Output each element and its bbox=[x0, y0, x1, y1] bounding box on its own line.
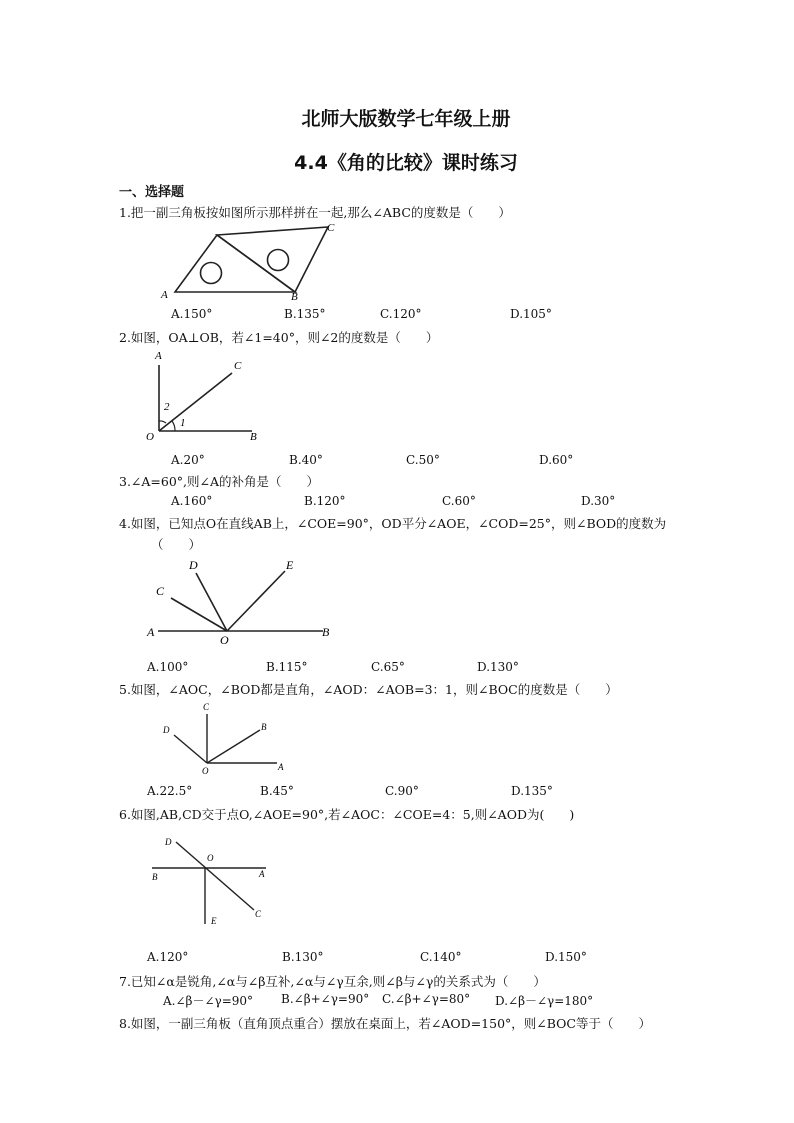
question-1-option-a: A.150° bbox=[171, 307, 213, 321]
question-4-option-d: D.130° bbox=[477, 660, 519, 674]
triangle-hole-circle bbox=[201, 263, 222, 284]
question-2-option-a: A.20° bbox=[171, 453, 205, 467]
label-c: C bbox=[234, 360, 242, 372]
question-7-option-b: B.∠β+∠γ=90° bbox=[281, 992, 370, 1006]
page-subtitle: 4.4《角的比较》课时练习 bbox=[294, 152, 518, 174]
question-2-text: 2.如图，OA⊥OB，若∠1=40°，则∠2的度数是（ ） bbox=[119, 330, 439, 345]
question-7-option-a: A.∠β－∠γ=90° bbox=[163, 994, 254, 1008]
section-heading: 一、选择题 bbox=[119, 185, 185, 200]
question-3-text: 3.∠A=60°,则∠A的补角是（ ） bbox=[119, 474, 320, 489]
question-3-option-a: A.160° bbox=[171, 494, 213, 508]
question-4-option-b: B.115° bbox=[266, 660, 308, 674]
label-d: D bbox=[163, 725, 170, 735]
label-c: C bbox=[327, 222, 335, 234]
question-6-option-c: C.140° bbox=[420, 950, 462, 964]
question-7-text: 7.已知∠α是锐角,∠α与∠β互补,∠α与∠γ互余,则∠β与∠γ的关系式为（ ） bbox=[119, 974, 546, 989]
label-b: B bbox=[152, 872, 158, 882]
label-a: A bbox=[147, 625, 155, 639]
question-6-figure bbox=[146, 830, 276, 930]
question-4-option-c: C.65° bbox=[371, 660, 405, 674]
question-4-figure bbox=[143, 555, 343, 650]
label-o: O bbox=[202, 766, 209, 776]
label-b: B bbox=[291, 291, 298, 302]
label-a: A bbox=[155, 350, 162, 362]
label-d: D bbox=[189, 558, 198, 572]
question-6-option-d: D.150° bbox=[545, 950, 587, 964]
question-2-option-c: C.50° bbox=[406, 453, 440, 467]
angle-2-label: 2 bbox=[164, 401, 170, 413]
label-b: B bbox=[322, 625, 330, 639]
question-4-text-cont: （ ） bbox=[151, 537, 202, 552]
question-6-option-b: B.130° bbox=[282, 950, 324, 964]
question-1-option-d: D.105° bbox=[510, 307, 552, 321]
label-b: B bbox=[250, 431, 257, 443]
label-a: A bbox=[161, 289, 168, 301]
question-5-option-a: A.22.5° bbox=[147, 784, 193, 798]
question-3-option-b: B.120° bbox=[304, 494, 346, 508]
question-3-option-d: D.30° bbox=[581, 494, 616, 508]
question-6-text: 6.如图,AB,CD交于点O,∠AOE=90°,若∠AOC：∠COE=4：5,则∠AOD为( ) bbox=[119, 807, 575, 822]
triangle-hole-circle bbox=[268, 250, 289, 271]
question-2-option-b: B.40° bbox=[289, 453, 323, 467]
label-c: C bbox=[255, 909, 262, 919]
label-o: O bbox=[146, 431, 154, 443]
label-d: D bbox=[165, 837, 172, 847]
question-2-option-d: D.60° bbox=[539, 453, 574, 467]
question-8-text: 8.如图，一副三角板（直角顶点重合）摆放在桌面上，若∠AOD=150°，则∠BOC等于（ ） bbox=[119, 1016, 651, 1031]
label-a: A bbox=[278, 762, 284, 772]
label-o: O bbox=[207, 853, 214, 863]
question-5-text: 5.如图，∠AOC，∠BOD都是直角，∠AOD：∠AOB=3：1，则∠BOC的度数是（ ） bbox=[119, 682, 618, 697]
triangle-30-shape bbox=[217, 227, 328, 292]
label-c: C bbox=[203, 702, 210, 712]
label-o: O bbox=[220, 633, 229, 647]
label-b: B bbox=[261, 722, 267, 732]
question-3-option-c: C.60° bbox=[442, 494, 476, 508]
question-1-figure bbox=[158, 220, 343, 302]
question-6-option-a: A.120° bbox=[147, 950, 189, 964]
question-1-option-c: C.120° bbox=[380, 307, 422, 321]
question-5-option-c: C.90° bbox=[385, 784, 419, 798]
question-4-option-a: A.100° bbox=[147, 660, 189, 674]
question-1-text: 1.把一副三角板按如图所示那样拼在一起,那么∠ABC的度数是（ ） bbox=[119, 205, 511, 220]
label-c: C bbox=[156, 584, 165, 598]
question-5-figure bbox=[154, 700, 294, 780]
page-title: 北师大版数学七年级上册 bbox=[301, 108, 511, 130]
question-2-figure bbox=[144, 345, 270, 445]
label-e: E bbox=[211, 916, 217, 926]
question-5-option-b: B.45° bbox=[260, 784, 294, 798]
question-7-option-c: C.∠β+∠γ=80° bbox=[382, 992, 471, 1006]
question-4-text: 4.如图，已知点O在直线AB上，∠COE=90°，OD平分∠AOE，∠COD=25°，则∠BOD的度数为 bbox=[119, 516, 667, 531]
label-e: E bbox=[286, 558, 294, 572]
question-1-option-b: B.135° bbox=[284, 307, 326, 321]
question-5-option-d: D.135° bbox=[511, 784, 553, 798]
question-7-option-d: D.∠β－∠γ=180° bbox=[495, 994, 594, 1008]
angle-1-label: 1 bbox=[180, 417, 186, 429]
triangle-45-shape bbox=[175, 235, 295, 292]
label-a: A bbox=[259, 869, 265, 879]
